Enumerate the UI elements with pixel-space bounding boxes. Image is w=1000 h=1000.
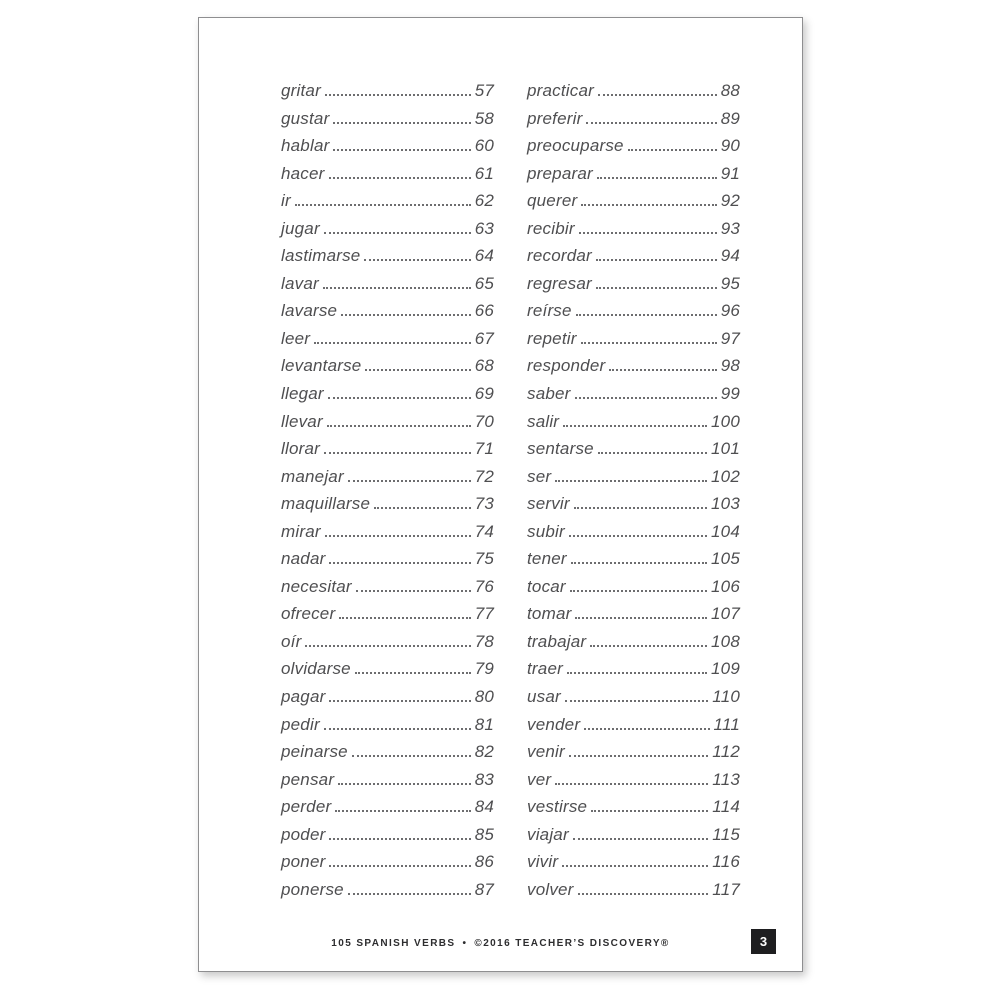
verb-name: vender [527, 714, 581, 734]
verb-name: pedir [281, 714, 320, 734]
toc-entry [527, 164, 740, 192]
entry-page-number: 75 [474, 549, 494, 569]
toc-entry [281, 577, 494, 605]
verb-name: llevar [281, 411, 323, 431]
verb-name: hacer [281, 163, 325, 183]
dotted-leader [586, 122, 716, 124]
verb-name: olvidarse [281, 659, 351, 679]
dotted-leader [325, 94, 471, 96]
dotted-leader [597, 177, 717, 179]
table-of-contents [281, 81, 740, 907]
toc-entry [527, 687, 740, 715]
dotted-leader [364, 259, 470, 261]
verb-name: levantarse [281, 356, 362, 376]
verb-name: subir [527, 521, 565, 541]
entry-page-number: 105 [711, 549, 740, 569]
dotted-leader [325, 535, 471, 537]
toc-entry [281, 604, 494, 632]
footer-separator: • [462, 938, 468, 949]
entry-page-number: 112 [712, 742, 740, 762]
dotted-leader [329, 562, 470, 564]
verb-name: lavar [281, 273, 319, 293]
dotted-leader [574, 507, 707, 509]
entry-page-number: 114 [712, 797, 740, 817]
verb-name: saber [527, 384, 571, 404]
entry-page-number: 78 [474, 631, 494, 651]
page-number: 3 [759, 934, 768, 949]
toc-entry [527, 632, 740, 660]
verb-name: viajar [527, 824, 569, 844]
book-page [198, 17, 803, 972]
entry-page-number: 99 [720, 384, 740, 404]
verb-name: mirar [281, 521, 321, 541]
verb-name: nadar [281, 549, 326, 569]
entry-page-number: 57 [474, 81, 494, 100]
entry-page-number: 103 [711, 494, 740, 514]
toc-entry [527, 659, 740, 687]
entry-page-number: 113 [712, 769, 740, 789]
dotted-leader [562, 865, 708, 867]
verb-name: volver [527, 879, 574, 899]
entry-page-number: 87 [474, 879, 494, 899]
entry-page-number: 81 [474, 714, 494, 734]
verb-name: ofrecer [281, 604, 336, 624]
entry-page-number: 84 [474, 797, 494, 817]
dotted-leader [591, 810, 708, 812]
dotted-leader [348, 480, 471, 482]
toc-entry [527, 412, 740, 440]
dotted-leader [329, 177, 471, 179]
dotted-leader [327, 425, 471, 427]
entry-page-number: 88 [720, 81, 740, 100]
dotted-leader [579, 232, 717, 234]
entry-page-number: 89 [720, 108, 740, 128]
dotted-leader [584, 728, 709, 730]
verb-name: lastimarse [281, 246, 361, 266]
entry-page-number: 82 [474, 742, 494, 762]
toc-entry [281, 412, 494, 440]
footer-copyright: ©2016 TEACHER’S DISCOVERY® [474, 938, 670, 949]
verb-name: llegar [281, 384, 324, 404]
dotted-leader [570, 590, 707, 592]
entry-page-number: 96 [720, 301, 740, 321]
toc-entry [281, 770, 494, 798]
verb-name: preferir [527, 108, 583, 128]
toc-entry [281, 356, 494, 384]
dotted-leader [323, 287, 471, 289]
dotted-leader [576, 314, 717, 316]
verb-name: practicar [527, 81, 594, 100]
entry-page-number: 83 [474, 769, 494, 789]
dotted-leader [338, 783, 471, 785]
verb-name: ir [281, 191, 291, 211]
entry-page-number: 79 [474, 659, 494, 679]
dotted-leader [335, 810, 470, 812]
verb-name: tener [527, 549, 567, 569]
toc-entry [527, 439, 740, 467]
entry-page-number: 61 [474, 163, 494, 183]
dotted-leader [571, 562, 707, 564]
entry-page-number: 107 [711, 604, 740, 624]
verb-name: pensar [281, 769, 335, 789]
toc-entry [281, 109, 494, 137]
verb-name: peinarse [281, 742, 348, 762]
entry-page-number: 95 [720, 273, 740, 293]
verb-name: preparar [527, 163, 593, 183]
toc-entry [281, 329, 494, 357]
toc-entry [281, 549, 494, 577]
toc-entry [281, 164, 494, 192]
toc-entry [527, 825, 740, 853]
verb-name: trabajar [527, 631, 587, 651]
page-number-box [751, 929, 776, 954]
dotted-leader [581, 342, 717, 344]
toc-entry [281, 522, 494, 550]
entry-page-number: 85 [474, 824, 494, 844]
entry-page-number: 108 [711, 631, 740, 651]
toc-entry [281, 880, 494, 908]
dotted-leader [356, 590, 471, 592]
toc-right-column [527, 81, 740, 907]
dotted-leader [314, 342, 471, 344]
dotted-leader [329, 865, 470, 867]
dotted-leader [305, 645, 470, 647]
verb-name: poder [281, 824, 326, 844]
toc-entry [281, 715, 494, 743]
toc-entry [281, 274, 494, 302]
entry-page-number: 62 [474, 191, 494, 211]
dotted-leader [341, 314, 470, 316]
dotted-leader [578, 893, 709, 895]
entry-page-number: 66 [474, 301, 494, 321]
entry-page-number: 117 [712, 879, 740, 899]
verb-name: usar [527, 687, 561, 707]
verb-name: servir [527, 494, 570, 514]
dotted-leader [598, 452, 707, 454]
toc-left-column [281, 81, 494, 907]
toc-entry [527, 191, 740, 219]
verb-name: jugar [281, 218, 320, 238]
toc-entry [527, 384, 740, 412]
verb-name: sentarse [527, 439, 594, 459]
verb-name: pagar [281, 687, 326, 707]
verb-name: oír [281, 631, 302, 651]
entry-page-number: 100 [711, 411, 740, 431]
toc-entry [281, 219, 494, 247]
verb-name: gritar [281, 81, 321, 100]
toc-entry [527, 219, 740, 247]
dotted-leader [598, 94, 717, 96]
dotted-leader [555, 783, 708, 785]
dotted-leader [333, 149, 470, 151]
toc-entry [281, 136, 494, 164]
verb-name: traer [527, 659, 563, 679]
verb-name: hablar [281, 136, 330, 156]
toc-entry [281, 797, 494, 825]
verb-name: lavarse [281, 301, 338, 321]
dotted-leader [609, 369, 716, 371]
dotted-leader [352, 755, 471, 757]
toc-entry [281, 632, 494, 660]
dotted-leader [569, 755, 708, 757]
toc-entry [281, 742, 494, 770]
entry-page-number: 102 [711, 466, 740, 486]
toc-entry [281, 439, 494, 467]
toc-entry [527, 81, 740, 109]
entry-page-number: 93 [720, 218, 740, 238]
dotted-leader [329, 838, 470, 840]
dotted-leader [569, 535, 707, 537]
entry-page-number: 115 [712, 824, 740, 844]
verb-name: llorar [281, 439, 320, 459]
toc-entry [527, 301, 740, 329]
entry-page-number: 70 [474, 411, 494, 431]
verb-name: ver [527, 769, 552, 789]
verb-name: ser [527, 466, 552, 486]
dotted-leader [365, 369, 470, 371]
entry-page-number: 60 [474, 136, 494, 156]
dotted-leader [348, 893, 471, 895]
toc-entry [527, 467, 740, 495]
entry-page-number: 86 [474, 852, 494, 872]
verb-name: recordar [527, 246, 592, 266]
verb-name: manejar [281, 466, 344, 486]
dotted-leader [324, 452, 471, 454]
entry-page-number: 58 [474, 108, 494, 128]
toc-entry [527, 742, 740, 770]
dotted-leader [563, 425, 707, 427]
toc-entry [281, 301, 494, 329]
dotted-leader [628, 149, 717, 151]
entry-page-number: 91 [720, 163, 740, 183]
entry-page-number: 73 [474, 494, 494, 514]
dotted-leader [555, 480, 707, 482]
dotted-leader [333, 122, 470, 124]
verb-name: regresar [527, 273, 592, 293]
toc-entry [281, 384, 494, 412]
toc-entry [527, 577, 740, 605]
dotted-leader [575, 617, 707, 619]
toc-entry [281, 246, 494, 274]
entry-page-number: 94 [720, 246, 740, 266]
toc-entry [527, 329, 740, 357]
footer-book-title: 105 SPANISH VERBS [331, 938, 456, 949]
dotted-leader [581, 204, 716, 206]
toc-entry [281, 687, 494, 715]
verb-name: salir [527, 411, 560, 431]
verb-name: ponerse [281, 879, 344, 899]
dotted-leader [355, 672, 471, 674]
verb-name: maquillarse [281, 494, 371, 514]
toc-entry [281, 191, 494, 219]
toc-entry [527, 770, 740, 798]
verb-name: venir [527, 742, 565, 762]
dotted-leader [374, 507, 471, 509]
toc-entry [527, 797, 740, 825]
entry-page-number: 80 [474, 687, 494, 707]
dotted-leader [590, 645, 707, 647]
entry-page-number: 64 [474, 246, 494, 266]
toc-entry [527, 549, 740, 577]
dotted-leader [339, 617, 470, 619]
entry-page-number: 111 [713, 714, 740, 734]
verb-name: leer [281, 328, 311, 348]
verb-name: responder [527, 356, 606, 376]
toc-entry [281, 659, 494, 687]
toc-entry [281, 825, 494, 853]
toc-entry [527, 109, 740, 137]
entry-page-number: 65 [474, 273, 494, 293]
dotted-leader [329, 700, 470, 702]
entry-page-number: 71 [474, 439, 494, 459]
verb-name: vestirse [527, 797, 588, 817]
entry-page-number: 98 [720, 356, 740, 376]
verb-name: preocuparse [527, 136, 624, 156]
verb-name: poner [281, 852, 326, 872]
verb-name: necesitar [281, 576, 352, 596]
dotted-leader [567, 672, 707, 674]
verb-name: tomar [527, 604, 572, 624]
toc-entry [527, 715, 740, 743]
dotted-leader [596, 287, 717, 289]
entry-page-number: 90 [720, 136, 740, 156]
toc-entry [281, 494, 494, 522]
entry-page-number: 63 [474, 218, 494, 238]
verb-name: gustar [281, 108, 330, 128]
toc-entry [527, 880, 740, 908]
toc-entry [527, 246, 740, 274]
dotted-leader [324, 728, 471, 730]
dotted-leader [328, 397, 471, 399]
entry-page-number: 110 [712, 687, 740, 707]
entry-page-number: 116 [712, 852, 740, 872]
entry-page-number: 109 [711, 659, 740, 679]
verb-name: reírse [527, 301, 572, 321]
dotted-leader [575, 397, 717, 399]
toc-entry [527, 522, 740, 550]
dotted-leader [324, 232, 471, 234]
page-footer [199, 938, 802, 949]
entry-page-number: 74 [474, 521, 494, 541]
toc-entry [527, 136, 740, 164]
toc-entry [527, 852, 740, 880]
verb-name: recibir [527, 218, 575, 238]
verb-name: vivir [527, 852, 559, 872]
entry-page-number: 77 [474, 604, 494, 624]
entry-page-number: 101 [711, 439, 740, 459]
entry-page-number: 97 [720, 328, 740, 348]
entry-page-number: 67 [474, 328, 494, 348]
toc-entry [281, 81, 494, 109]
toc-entry [527, 604, 740, 632]
dotted-leader [295, 204, 471, 206]
entry-page-number: 72 [474, 466, 494, 486]
toc-entry [527, 274, 740, 302]
verb-name: repetir [527, 328, 577, 348]
entry-page-number: 69 [474, 384, 494, 404]
toc-entry [527, 356, 740, 384]
entry-page-number: 106 [711, 576, 740, 596]
toc-entry [281, 467, 494, 495]
dotted-leader [565, 700, 708, 702]
toc-entry [527, 494, 740, 522]
toc-entry [281, 852, 494, 880]
entry-page-number: 68 [474, 356, 494, 376]
dotted-leader [573, 838, 708, 840]
verb-name: tocar [527, 576, 566, 596]
verb-name: querer [527, 191, 578, 211]
entry-page-number: 104 [711, 521, 740, 541]
entry-page-number: 76 [474, 576, 494, 596]
entry-page-number: 92 [720, 191, 740, 211]
verb-name: perder [281, 797, 332, 817]
dotted-leader [596, 259, 717, 261]
